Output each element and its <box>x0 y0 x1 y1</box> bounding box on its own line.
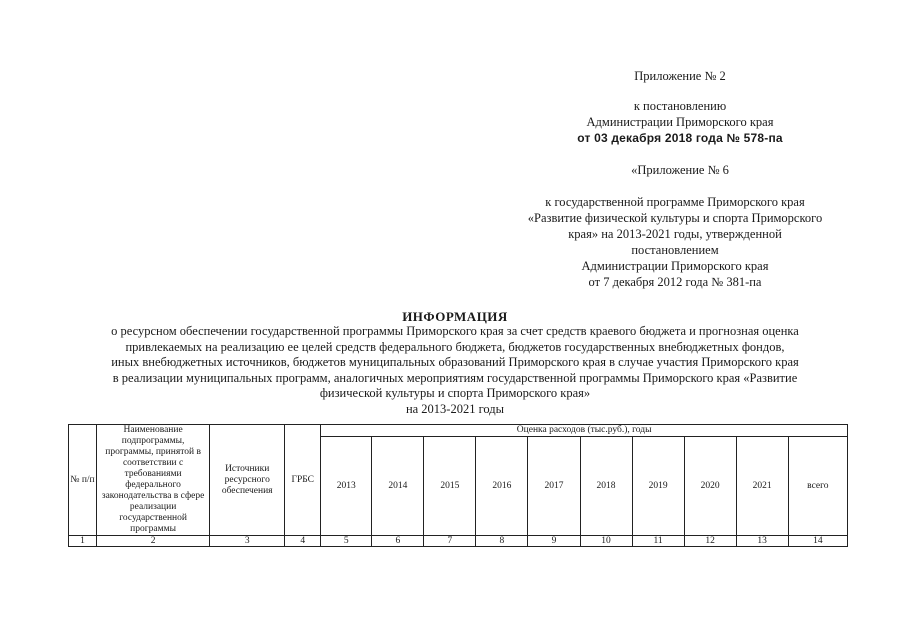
header-year: 2020 <box>684 437 736 536</box>
quoted-appendix <box>520 162 840 178</box>
column-number: 3 <box>210 536 285 547</box>
header-year: 2014 <box>372 437 424 536</box>
column-number: 5 <box>321 536 372 547</box>
column-number: 13 <box>736 536 788 547</box>
header-year: 2017 <box>528 437 580 536</box>
program-line: от 7 декабря 2012 года № 381-па <box>588 275 762 289</box>
column-number: 4 <box>285 536 321 547</box>
decree-line: Администрации Приморского края <box>586 115 774 129</box>
header-name: Наименование подпрограммы, программы, принятой в соответствии с требованиями федерального законодательства в сфере реализации государственной программы <box>97 425 210 536</box>
header-year: 2013 <box>321 437 372 536</box>
program-line: края» на 2013-2021 годы, утвержденной <box>568 227 782 241</box>
description-line: физической культуры и спорта Приморского края» <box>319 386 591 400</box>
description-line: иных внебюджетных источников, бюджетов муниципальных образований Приморского края в случае участия Приморского края <box>111 355 799 369</box>
column-number: 14 <box>788 536 847 547</box>
program-line: «Развитие физической культуры и спорта Приморского <box>527 211 823 225</box>
appendix-number <box>520 68 840 84</box>
description-line: о ресурсном обеспечении государственной программы Приморского края за счет средств краевого бюджета и прогнозная оценка <box>111 324 799 338</box>
column-number: 12 <box>684 536 736 547</box>
header-year: 2018 <box>580 437 632 536</box>
document-title: ИНФОРМАЦИЯ <box>402 309 508 324</box>
appendix-number-text: Приложение № 2 <box>634 69 726 83</box>
column-number-row <box>69 536 848 547</box>
decree-reference <box>520 98 840 146</box>
description-line: привлекаемых на реализацию ее целей средств федерального бюджета, бюджетов государственных внебюджетных фондов, <box>125 339 785 354</box>
decree-line: к постановлению <box>633 99 727 113</box>
header-year: 2015 <box>424 437 476 536</box>
resource-table <box>68 424 848 547</box>
header-number: № п/п <box>69 425 97 536</box>
column-number: 8 <box>476 536 528 547</box>
header-year: 2016 <box>476 437 528 536</box>
table-header-row <box>69 425 848 437</box>
column-number: 11 <box>632 536 684 547</box>
header-grbs: ГРБС <box>285 425 321 536</box>
header-total: всего <box>788 437 847 536</box>
column-number: 6 <box>372 536 424 547</box>
header-year: 2021 <box>736 437 788 536</box>
description-line: в реализации муниципальных программ, аналогичных мероприятиям государственной программы Приморского края «Развитие <box>112 370 798 385</box>
description-line: на 2013-2021 годы <box>405 401 505 416</box>
program-line: Администрации Приморского края <box>581 259 769 273</box>
column-number: 7 <box>424 536 476 547</box>
column-number: 1 <box>69 536 97 547</box>
header-estimate: Оценка расходов (тыс.руб.), годы <box>321 425 848 437</box>
decree-date-stamp: от 03 декабря 2018 года № 578-па <box>577 131 783 145</box>
program-line: постановлением <box>631 243 719 257</box>
column-number: 10 <box>580 536 632 547</box>
quoted-appendix-text: «Приложение № 6 <box>631 163 729 177</box>
program-reference <box>505 194 845 290</box>
column-number: 2 <box>97 536 210 547</box>
column-number: 9 <box>528 536 580 547</box>
program-line: к государственной программе Приморского края <box>545 195 805 209</box>
document-description <box>60 324 850 417</box>
header-sources: Источники ресурсного обеспечения <box>210 425 285 536</box>
header-year: 2019 <box>632 437 684 536</box>
